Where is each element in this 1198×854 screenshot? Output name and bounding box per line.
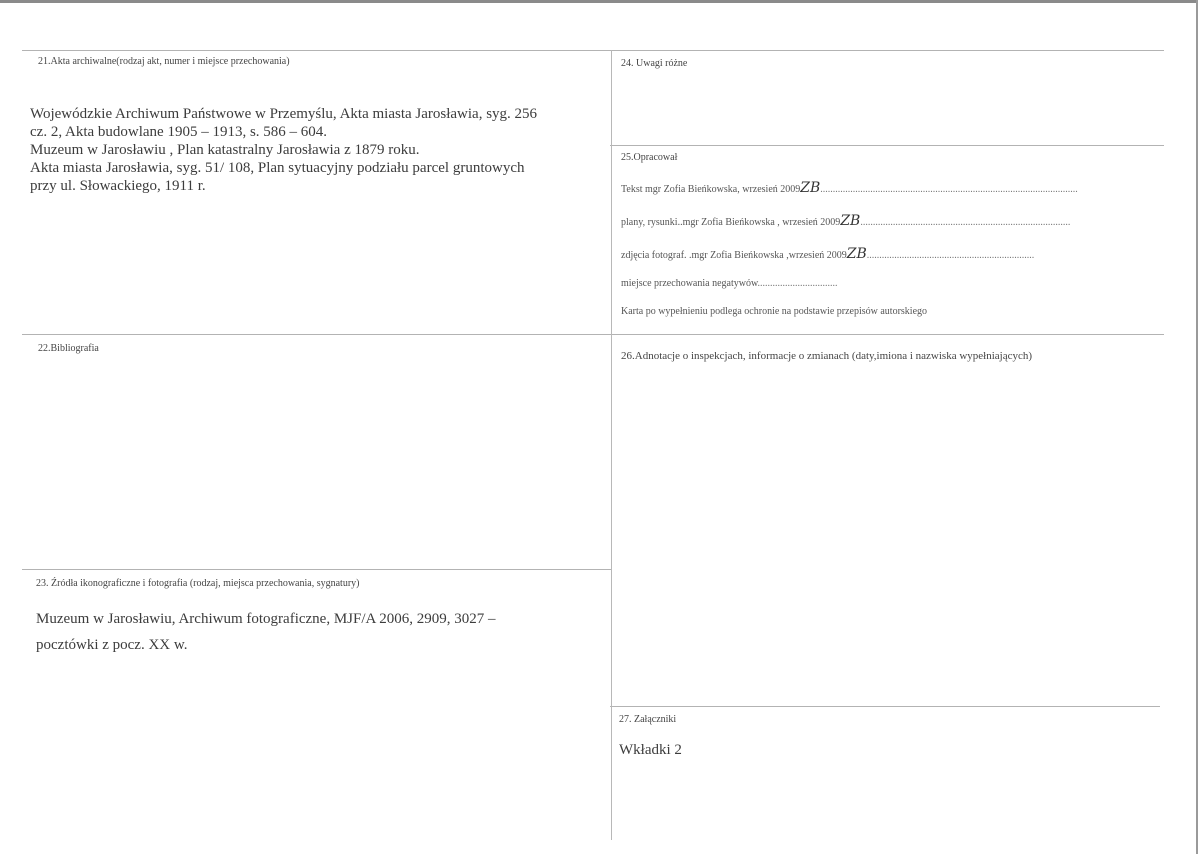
section-21-line-5: przy ul. Słowackiego, 1911 r. [30, 178, 206, 194]
dotted-leader: ....................................................................................................... [820, 184, 1078, 195]
signature-photos: ZB [846, 246, 867, 262]
author-row-photos [621, 246, 1034, 262]
author-row-plans-label: plany, rysunki..mgr Zofia Bieńkowska , wrzesień 2009 [621, 217, 841, 228]
signature-text: ZB [800, 180, 821, 196]
section-23-label: 23. Źródła ikonograficzne i fotografia (rodzaj, miejsca przechowania, sygnatury) [36, 578, 360, 589]
author-row-negatives [621, 278, 838, 289]
rule-26-27 [610, 706, 1160, 707]
section-22-label: 22.Bibliografia [38, 343, 99, 354]
section-21-line-2: cz. 2, Akta budowlane 1905 – 1913, s. 586 – 604. [30, 124, 328, 140]
scan-top-edge [0, 0, 1198, 3]
section-21-line-4: Akta miasta Jarosławia, syg. 51/ 108, Plan sytuacyjny podziału parcel gruntowych [30, 160, 525, 176]
author-row-photos-label: zdjęcia fotograf. .mgr Zofia Bieńkowska ,wrzesień 2009 [621, 250, 847, 261]
signature-plans: ZB [840, 213, 861, 229]
section-24-label: 24. Uwagi różne [621, 58, 688, 69]
author-row-plans [621, 213, 1070, 229]
section-21-line-1: Wojewódzkie Archiwum Państwowe w Przemyślu, Akta miasta Jarosławia, syg. 256 [30, 106, 538, 122]
rule-24-25 [610, 145, 1164, 146]
dotted-leader: ................................ [757, 278, 838, 289]
section-23-line-1: Muzeum w Jarosławiu, Archiwum fotograficzne, MJF/A 2006, 2909, 3027 – [36, 611, 496, 627]
dotted-leader: ................................................................... [866, 250, 1035, 261]
copyright-note: Karta po wypełnieniu podlega ochronie na podstawie przepisów autorskiego [621, 306, 928, 317]
section-21-line-3: Muzeum w Jarosławiu , Plan katastralny Jarosławia z 1879 roku. [30, 142, 420, 158]
section-21-label: 21.Akta archiwalne(rodzaj akt, numer i miejsce przechowania) [38, 56, 290, 67]
author-row-text [621, 180, 1078, 196]
top-rule [22, 50, 1164, 51]
dotted-leader: .................................................................................... [860, 217, 1071, 228]
section-25-label: 25.Opracował [621, 152, 678, 163]
rule-21-22 [22, 334, 1164, 335]
section-27-content: Wkładki 2 [619, 742, 682, 758]
section-26-label: 26.Adnotacje o inspekcjach, informacje o zmianach (daty,imiona i nazwiska wypełniających) [621, 350, 1033, 362]
section-23-line-2: pocztówki z pocz. XX w. [36, 637, 188, 653]
rule-22-23 [22, 569, 612, 570]
section-27-label: 27. Załączniki [619, 714, 677, 725]
author-row-text-label: Tekst mgr Zofia Bieńkowska, wrzesień 2009 [621, 184, 801, 195]
author-row-negatives-label: miejsce przechowania negatywów [621, 278, 758, 289]
center-divider [611, 50, 612, 840]
